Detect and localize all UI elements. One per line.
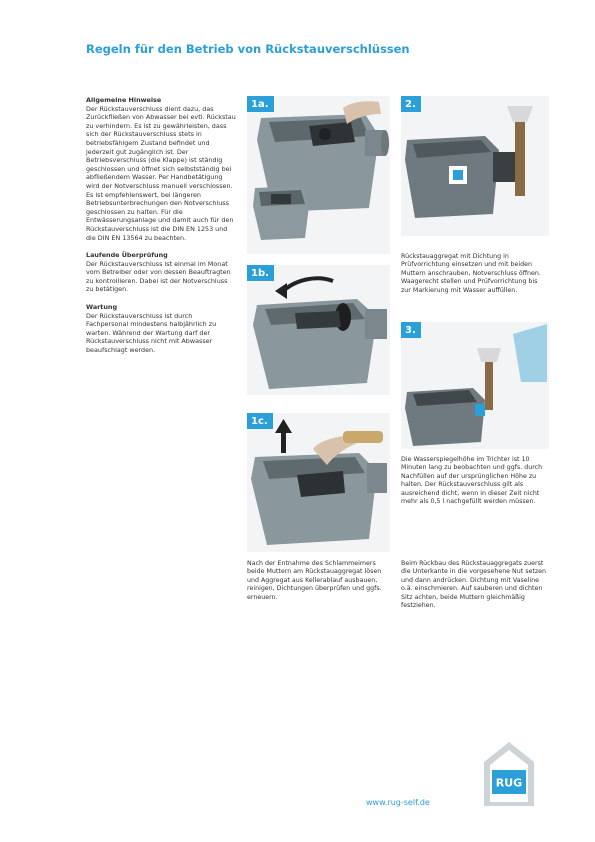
- heading-maintenance: Wartung: [86, 303, 118, 312]
- instructions-column: [86, 96, 236, 355]
- step-badge-2: 2.: [401, 96, 421, 112]
- step-badge-1b: 1b.: [247, 265, 274, 281]
- caption-step-4: Beim Rückbau des Rückstauaggregats zuerst die Unterkante in die vorgesehene Nut setzen und dann andrücken. Dichtung mit Vaseline o.ä. einschmieren. Auf sauberen und dichten Sitz achten, beide Muttern gleichmäßig festziehen.: [401, 560, 547, 610]
- text-ongoing: Der Rückstauverschluss ist einmal im Monat vom Betreiber oder von dessen Beauftragten zu kontrollieren. Dabei ist der Notverschluss zu betätigen.: [86, 259, 231, 294]
- logo-text: RUG: [495, 776, 523, 790]
- photo-step-1a: [247, 96, 390, 254]
- housing-rotate-illustration: [247, 265, 390, 395]
- test-rig-illustration: [401, 96, 549, 236]
- caption-step-3: Die Wasserspiegelhöhe im Trichter ist 10 Minuten lang zu beobachten und ggfs. durch Nachfüllen auf der ursprünglichen Höhe zu halten. Der Rückstauverschluss gilt als ausreichend dicht, wenn in dieser Zeit nicht mehr als 0,5 l nachgefüllt werden müssen.: [401, 456, 543, 506]
- photo-step-3: [401, 322, 549, 449]
- step-badge-3: 3.: [401, 322, 421, 338]
- step-badge-1a: 1a.: [247, 96, 274, 112]
- step-badge-1c: 1c.: [247, 413, 273, 429]
- housing-lift-illustration: [247, 413, 390, 552]
- water-fill-illustration: [401, 322, 549, 449]
- caption-step-1: Nach der Entnahme des Schlammeimers beide Muttern am Rückstauaggregat lösen und Aggregat aus Kellerablauf ausbauen, reinigen, Dichtungen überprüfen und ggfs. erneuern.: [247, 560, 382, 601]
- text-general: Der Rückstauverschluss dient dazu, das Zurückfließen von Abwasser bei evtl. Rückstau zu verhindern. Es ist zu gewährleisten, dass sich der Rückstauverschluss stets in betriebsfähigem Zustand befindet und jederzeit gut zugänglich ist. Der Betriebsverschluss (die Klappe) ist ständig geschlossen und öffnet sich selbstständig bei abfließendem Wasser. Per Handbetätigung wird der Notverschluss manuell verschlossen. Es ist empfehlenswert, bei längeren Betriebsunterbrechungen den Notverschluss geschlossen zu halten. Für die Entwässerungsanlage und damit auch für den Rückstauverschluss ist die DIN EN 1253 und die DIN EN 13564 zu beachten.: [86, 104, 236, 242]
- rug-logo: [482, 740, 536, 808]
- photo-step-1c: [247, 413, 390, 552]
- heading-general: Allgemeine Hinweise: [86, 96, 162, 104]
- page-title: Regeln für den Betrieb von Rückstauverschlüssen: [86, 42, 410, 56]
- heading-ongoing: Laufende Überprüfung: [86, 251, 168, 260]
- website-link[interactable]: www.rug-self.de: [366, 798, 430, 807]
- house-logo-icon: [482, 740, 536, 808]
- caption-step-2: Rückstauaggregat mit Dichtung in Prüfvorrichtung einsetzen und mit beiden Muttern anschrauben, Notverschluss öffnen. Waagerecht stellen und Prüfvorrichtung bis zur Markierung mit Wasser auffüllen.: [401, 253, 541, 294]
- housing-with-basket-illustration: [247, 96, 390, 254]
- text-maintenance: Der Rückstauverschluss ist durch Fachpersonal mindestens halbjährlich zu warten. Während der Wartung darf der Rückstauverschluss nicht mit Abwasser beaufschlagt werden.: [86, 311, 217, 355]
- photo-step-1b: [247, 265, 390, 395]
- photo-step-2: [401, 96, 549, 236]
